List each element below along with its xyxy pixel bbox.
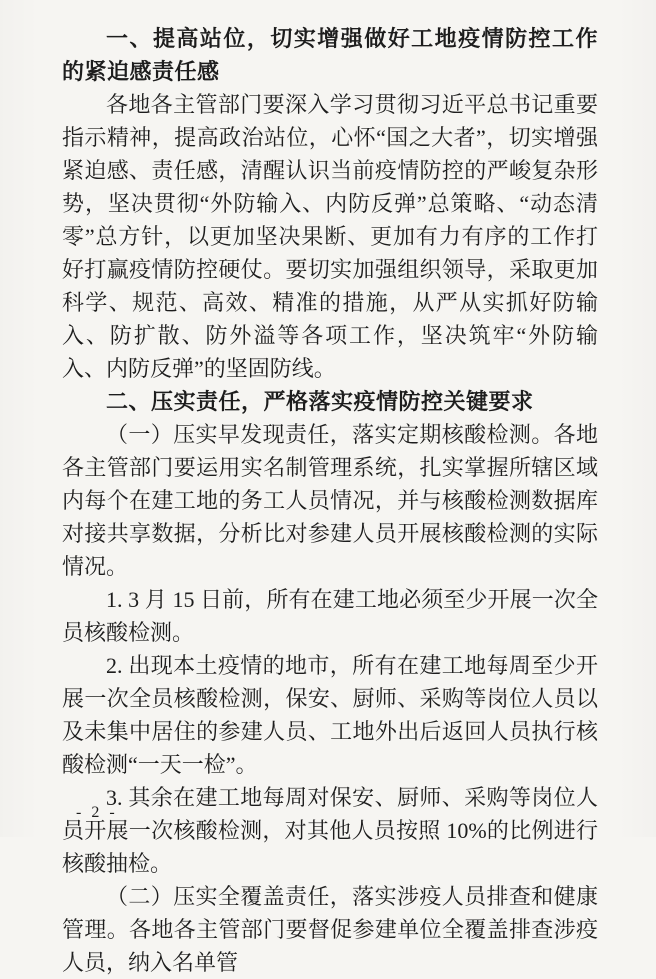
paragraph-subitem-3: 3. 其余在建工地每周对保安、厨师、采购等岗位人员开展一次核酸检测，对其他人员按照 10%的比例进行核酸抽检。 <box>62 785 598 876</box>
paragraph-item-1: （一）压实早发现责任，落实定期核酸检测。各地各主管部门要运用实名制管理系统，扎实掌握所辖区域内每个在建工地的务工人员情况，并与核酸检测数据库对接共享数据，分析比对参建人员开展核酸检测的实际情况。 <box>62 422 598 579</box>
paragraph-subitem-2: 2. 出现本土疫情的地市，所有在建工地每周至少开展一次全员核酸检测，保安、厨师、采购等岗位人员以及未集中居住的参建人员、工地外出后返回人员执行核酸检测“一天一检”。 <box>62 653 598 777</box>
section-heading-2: 二、压实责任，严格落实疫情防控关键要求 <box>106 389 534 414</box>
page-number: - 2 - <box>76 804 118 821</box>
section-heading-1: 一、提高站位，切实增强做好工地疫情防控工作的紧迫感责任感 <box>62 26 598 84</box>
paragraph-overview: 各地各主管部门要深入学习贯彻习近平总书记重要指示精神，提高政治站位，心怀“国之大者”，切实增强紧迫感、责任感，清醒认识当前疫情防控的严峻复杂形势，坚决贯彻“外防输入、内防反弹”总策略、“动态清零”总方针，以更加坚决果断、更加有力有序的工作打好打赢疫情防控硬仗。要切实加强组织领导，采取更加科学、规范、高效、精准的措施，从严从实抓好防输入、防扩散、防外溢等各项工作，坚决筑牢“外防输入、内防反弹”的坚固防线。 <box>62 92 598 381</box>
paragraph-subitem-1: 1. 3 月 15 日前，所有在建工地必须至少开展一次全员核酸检测。 <box>62 587 598 645</box>
paragraph-item-2: （二）压实全覆盖责任，落实涉疫人员排查和健康管理。各地各主管部门要督促参建单位全覆盖排查涉疫人员，纳入名单管 <box>62 884 598 975</box>
